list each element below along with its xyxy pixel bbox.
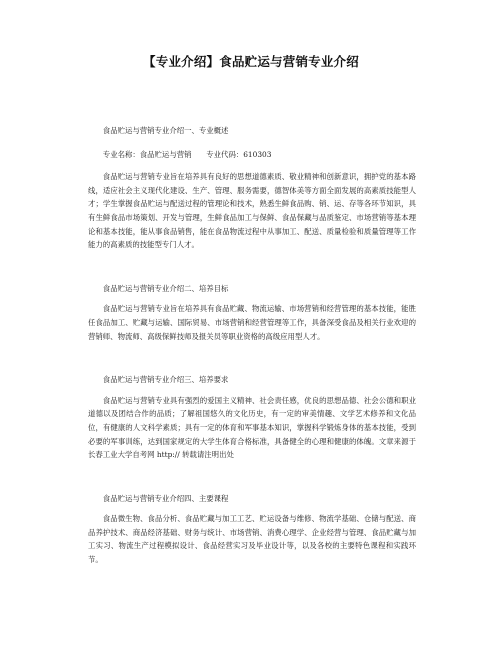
section-main-courses <box>88 492 416 567</box>
paragraph: 食品贮运与营销专业具有强烈的爱国主义精神、社会责任感，优良的思想品德、社会公德和职业道德以及团结合作的品质；了解祖国悠久的文化历史，有一定的审美情趣、文学艺术修养和文化品位，有健康的人文科学素质；具有一定的体育和军事基本知识，掌握科学锻炼身体的基本技能，受到必要的军事训练，达到国家规定的大学生体育合格标准，具备健全的心理和健康的体魄。文章来源于长春工业大学自考网 http:// 转载请注明出处 <box>88 395 416 460</box>
section-heading: 食品贮运与营销专业介绍三、培养要求 <box>102 375 229 385</box>
section-heading: 食品贮运与营销专业介绍四、主要课程 <box>102 493 229 503</box>
section-training-goal <box>88 282 416 343</box>
paragraph: 食品贮运与营销专业旨在培养具有良好的思想道德素质、敬业精神和创新意识，拥护党的基本路线，适应社会主义现代化建设、生产、管理、服务需要，德智体美等方面全面发展的高素质技能型人才；学生掌握食品贮运与配送过程的管理论和技术，熟悉生鲜食品购、销、运、存等各环节知识，具有生鲜食品市场策划、开发与管理，生鲜食品加工与保鲜、食品保藏与品质鉴定、市场营销等基本理论和基本技能，能从事食品销售，能在食品物流过程中从事加工、配送、质量检验和质量管理等工作能力的高素质的技能型专门人才。 <box>88 172 416 250</box>
section-heading: 食品贮运与营销专业介绍二、培养目标 <box>102 283 229 293</box>
section-training-requirements <box>88 373 416 462</box>
document-title: 【专业介绍】食品贮运与营销专业介绍 <box>143 54 359 69</box>
section-overview <box>88 124 416 252</box>
major-info-line: 专业名称：食品贮运与营销 专业代码：610303 <box>102 149 272 159</box>
section-heading: 食品贮运与营销专业介绍一、专业概述 <box>102 126 229 135</box>
document-body <box>88 124 416 597</box>
paragraph: 食品微生物、食品分析、食品贮藏与加工工艺、贮运设备与维修、物流学基础、仓储与配送、商品养护技术、商品经济基础、财务与统计、市场营销、消费心理学、企业经营与管理、食品贮藏与加工实习、物流生产过程模拟设计、食品经营实习及毕业设计等，以及各校的主要特色课程和实践环节。 <box>88 514 416 565</box>
paragraph: 食品贮运与营销专业旨在培养具有食品贮藏、物流运输、市场营销和经营管理的基本技能，能胜任食品加工、贮藏与运输、国际贸易、市场营销和经营管理等工作，具备深受食品及相关行业欢迎的营销师、物流师、高级保鲜技师及报关员等职业资格的高级应用型人才。 <box>88 304 416 341</box>
